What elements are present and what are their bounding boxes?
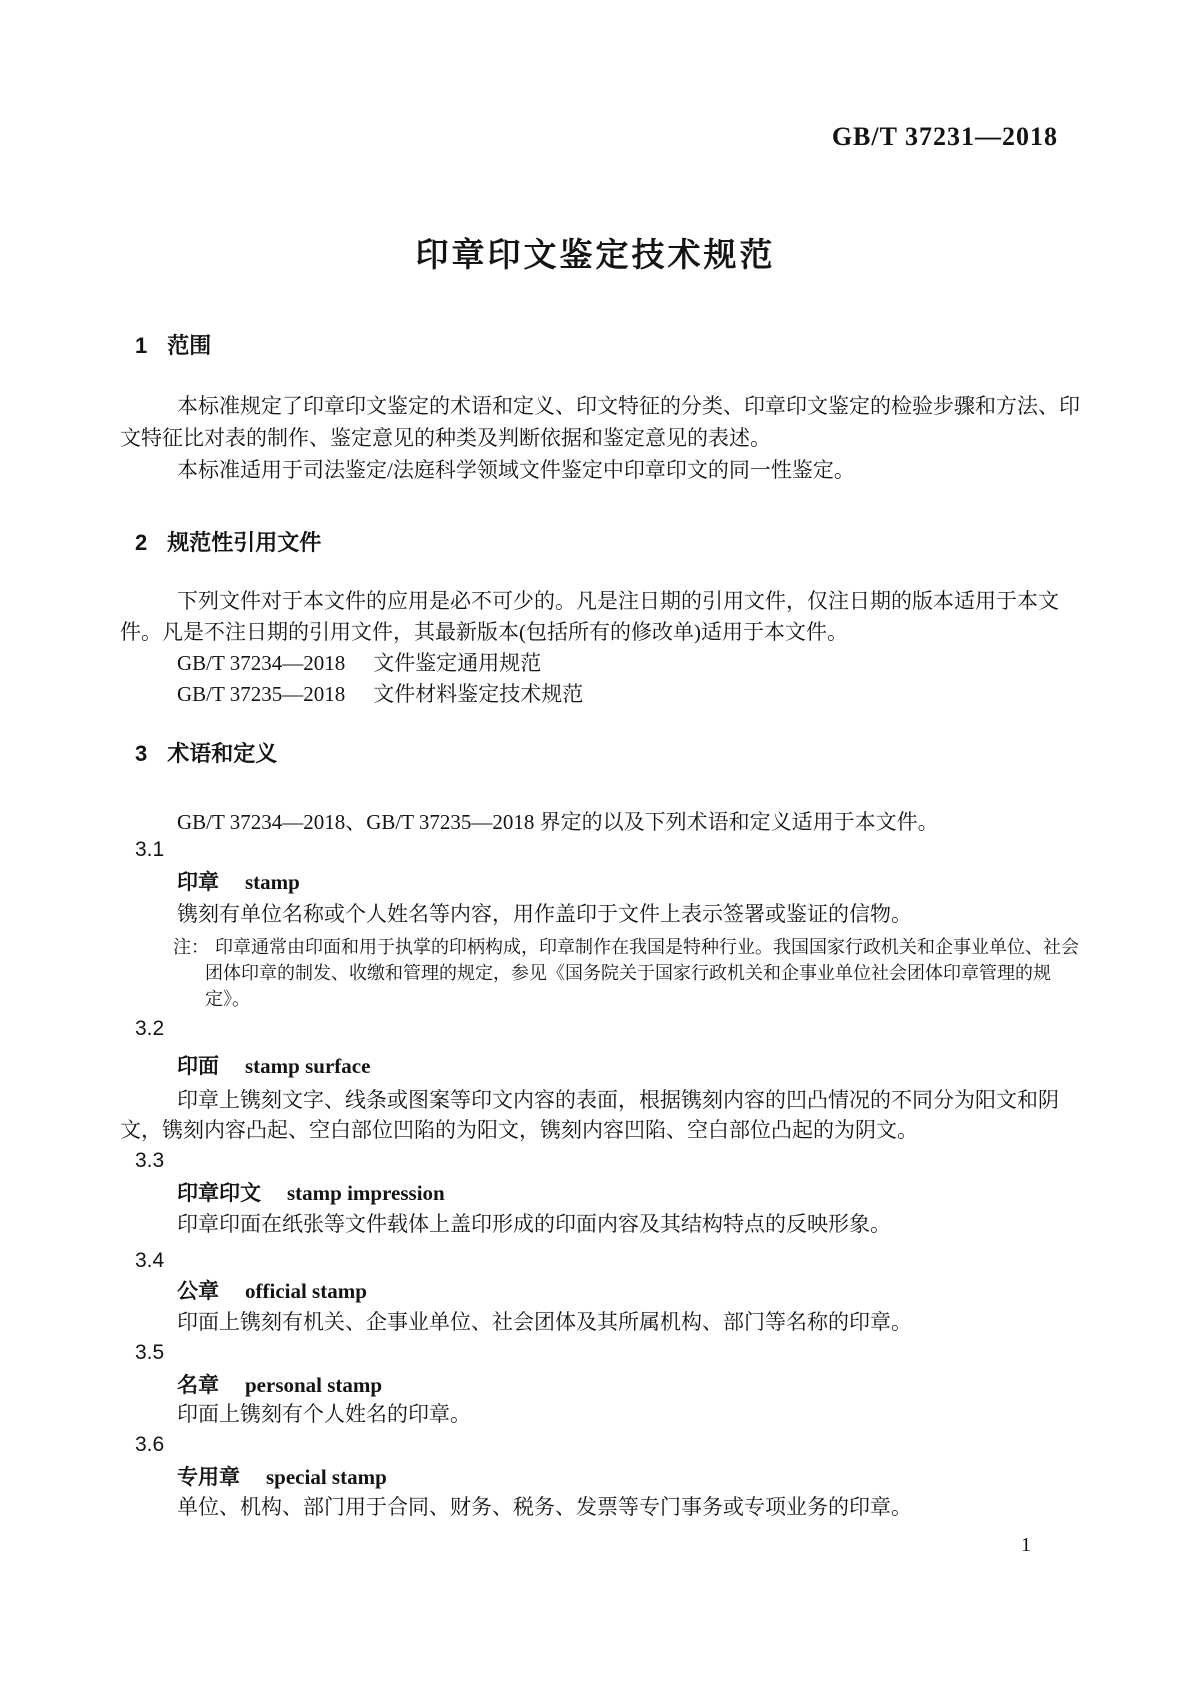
sec1-paragraph-line: 本标准规定了印章印文鉴定的术语和定义、印文特征的分类、印章印文鉴定的检验步骤和方法、印: [177, 394, 1080, 418]
term-definition-line: 印章印面在纸张等文件载体上盖印形成的印面内容及其结构特点的反映形象。: [177, 1212, 891, 1236]
term-en: special stamp: [266, 1465, 387, 1489]
term-note-line: 定》。: [205, 989, 250, 1009]
term-entry: [177, 1178, 445, 1209]
term-en: official stamp: [245, 1279, 367, 1303]
term-definition-line: 印面上镌刻有个人姓名的印章。: [177, 1402, 471, 1426]
term-entry: [177, 1051, 370, 1082]
sec1-paragraph-line: 本标准适用于司法鉴定/法庭科学领域文件鉴定中印章印文的同一性鉴定。: [177, 458, 855, 482]
term-zh: 印章: [177, 871, 219, 894]
doc-title: 印章印文鉴定技术规范: [415, 236, 776, 273]
sec3-intro-line: GB/T 37234—2018、GB/T 37235—2018 界定的以及下列术语和定义适用于本文件。: [177, 810, 939, 834]
note-label: 注：: [173, 937, 209, 957]
term-note-line: [173, 934, 1079, 960]
term-en: stamp impression: [287, 1181, 445, 1205]
reference-code: GB/T 37234—2018: [177, 651, 346, 675]
section-2-number: 2: [135, 530, 148, 555]
term-zh: 名章: [177, 1374, 219, 1397]
term-en: personal stamp: [245, 1373, 383, 1397]
doc-code: GB/T 37231—2018: [831, 122, 1058, 151]
section-1-number: 1: [135, 333, 148, 358]
term-zh: 印章印文: [177, 1182, 261, 1205]
normative-reference: [177, 648, 541, 678]
term-number: 3.5: [135, 1341, 165, 1364]
term-zh: 公章: [177, 1280, 219, 1303]
term-entry: [177, 1276, 367, 1307]
term-number: 3.1: [135, 838, 165, 861]
term-en: stamp surface: [245, 1054, 371, 1078]
normative-reference: [177, 679, 583, 709]
term-entry: [177, 867, 300, 898]
term-definition-line: 文，镌刻内容凸起、空白部位凹陷的为阳文，镌刻内容凹陷、空白部位凸起的为阴文。: [120, 1118, 918, 1142]
section-1-title: 范围: [167, 333, 212, 358]
sec2-paragraph-line: 件。凡是不注日期的引用文件，其最新版本(包括所有的修改单)适用于本文件。: [120, 620, 848, 644]
term-definition-line: 印面上镌刻有机关、企事业单位、社会团体及其所属机构、部门等名称的印章。: [177, 1310, 912, 1334]
term-zh: 专用章: [177, 1466, 240, 1489]
term-number: 3.6: [135, 1433, 165, 1456]
term-definition-line: 单位、机构、部门用于合同、财务、税务、发票等专门事务或专项业务的印章。: [177, 1495, 912, 1519]
sec1-paragraph-line: 文特征比对表的制作、鉴定意见的种类及判断依据和鉴定意见的表述。: [120, 426, 771, 450]
note-text: 印章通常由印面和用于执掌的印柄构成，印章制作在我国是特种行业。我国国家行政机关和企事业单位、社会: [215, 937, 1079, 957]
section-2-heading: [135, 528, 321, 558]
section-3-title: 术语和定义: [167, 741, 278, 766]
sec2-paragraph-line: 下列文件对于本文件的应用是必不可少的。凡是注日期的引用文件，仅注日期的版本适用于本文: [177, 589, 1059, 613]
reference-title: 文件鉴定通用规范: [373, 651, 542, 675]
term-number: 3.4: [135, 1249, 165, 1272]
reference-code: GB/T 37235—2018: [177, 682, 346, 706]
term-definition-line: 印章上镌刻文字、线条或图案等印文内容的表面，根据镌刻内容的凹凸情况的不同分为阳文和阴: [177, 1088, 1059, 1112]
term-entry: [177, 1370, 382, 1401]
term-zh: 印面: [177, 1055, 219, 1078]
term-en: stamp: [245, 870, 300, 894]
term-definition-line: 镌刻有单位名称或个人姓名等内容，用作盖印于文件上表示签署或鉴证的信物。: [177, 902, 912, 926]
reference-title: 文件材料鉴定技术规范: [373, 682, 584, 706]
section-3-number: 3: [135, 741, 148, 766]
page-number: 1: [1021, 1534, 1031, 1556]
term-entry: [177, 1462, 387, 1493]
section-3-heading: [135, 739, 277, 769]
section-1-heading: [135, 331, 211, 361]
section-2-title: 规范性引用文件: [167, 530, 322, 555]
term-note-line: 团体印章的制发、收缴和管理的规定，参见《国务院关于国家行政机关和企事业单位社会团体印章管理的规: [205, 963, 1051, 983]
term-number: 3.2: [135, 1017, 165, 1040]
term-number: 3.3: [135, 1149, 165, 1172]
